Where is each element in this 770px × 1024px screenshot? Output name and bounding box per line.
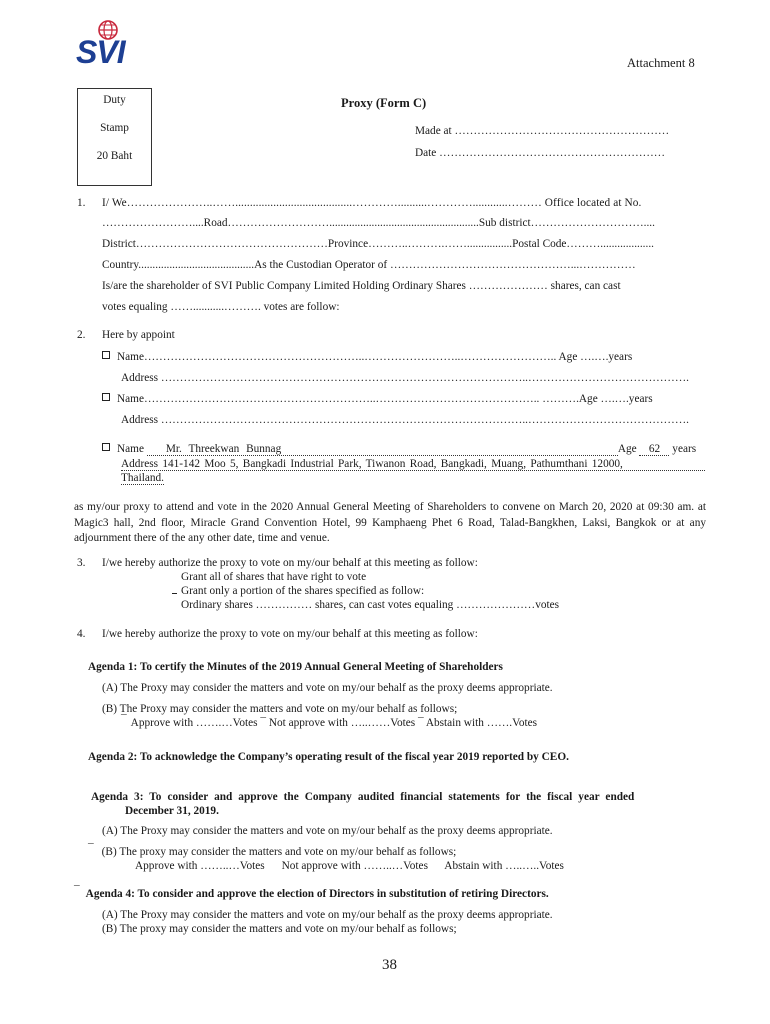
option-grant-portion[interactable] — [172, 585, 424, 597]
checkbox-grant-portion[interactable] — [172, 593, 177, 594]
proxy-2-name[interactable] — [102, 393, 653, 405]
agenda-4-option-b[interactable]: (B) The proxy may consider the matters and vote on my/our behalf as follows; — [102, 923, 457, 935]
agenda-1-option-b[interactable]: (B) The Proxy may consider the matters and vote on my/our behalf as follows; — [102, 703, 458, 715]
shareholder-name-line[interactable]: I/ We…………………..……........................................…………..........…………............……… Office located at No. — [102, 197, 642, 209]
proxy-3-name-label: Name — [117, 443, 144, 455]
country-custodian-line[interactable]: Country.........................................As the Custodian Operator of …………………………………………...…………… — [102, 259, 636, 271]
appoint-heading: Here by appoint — [102, 329, 175, 341]
logo-text: SVI — [76, 34, 125, 70]
agenda-3-votes[interactable]: Approve with ……..…Votes Not approve with ……..…Votes Abstain with …..…..Votes — [135, 860, 564, 872]
company-logo — [76, 20, 140, 68]
section-4-heading: I/we hereby authorize the proxy to vote on my/our behalf at this meeting as follow: — [102, 628, 478, 640]
proxy-3-address[interactable]: Address 141-142 Moo 5, Bangkadi Industrial Park, Tiwanon Road, Bangkadi, Muang, Pathumthani 12000, — [121, 458, 705, 471]
district-province-line[interactable]: District……………………………………………Province………..……….……................Postal Code………................... — [102, 238, 654, 250]
section-2-number: 2. — [77, 329, 86, 341]
proxy-3-age-value: 62 — [639, 443, 669, 456]
proxy-3-name-value: Mr. Threekwan Bunnag — [147, 443, 618, 456]
shares-held-line[interactable]: Is/are the shareholder of SVI Public Company Limited Holding Ordinary Shares ………………… shares, can cast — [102, 280, 621, 292]
agenda-3-title: Agenda 3: To consider and approve the Company audited financial statements for the fiscal year ended — [91, 791, 635, 803]
agenda-3-option-a[interactable]: (A) The Proxy may consider the matters and vote on my/our behalf as the proxy deems appropriate. — [102, 825, 553, 837]
option-grant-all[interactable]: Grant all of shares that have right to vote — [181, 571, 367, 583]
agenda-1-title: Agenda 1: To certify the Minutes of the 2019 Annual General Meeting of Shareholders — [88, 661, 503, 673]
attachment-label: Attachment 8 — [627, 56, 695, 70]
proxy-purpose-paragraph: as my/our proxy to attend and vote in the 2020 Annual General Meeting of Shareholders to convene on March 20, 2020 at 09:30 am. at Magic3 hall, 2nd floor, Miracle Grand Convention Hotel, 99 Kamphaeng Phet 6 Road, Talad-Bangkhen, Laksi, Bangkok or at any adjournment there of the any other date, time and venue. — [74, 501, 706, 544]
form-title: Proxy (Form C) — [341, 96, 427, 110]
agenda-3-option-b[interactable]: ¯ (B) The proxy may consider the matters and vote on my/our behalf as follows; — [88, 843, 457, 858]
ordinary-shares-line[interactable]: Ordinary shares …………… shares, can cast votes equaling …………………votes — [181, 599, 560, 611]
agenda-1-votes-text: Approve with …….…Votes ¯ Not approve with …..……Votes ¯ Abstain with …….Votes — [130, 717, 538, 729]
agenda-4-title: ¯ Agenda 4: To consider and approve the election of Directors in substitution of retiring Directors. — [74, 885, 549, 900]
proxy-3-years-label: years — [672, 443, 697, 455]
proxy-1-address[interactable]: Address ……………………………………………………………………………………..……………………………………. — [121, 372, 689, 384]
option-grant-portion-text: Grant only a portion of the shares specified as follow: — [181, 585, 425, 597]
section-1-number: 1. — [77, 197, 86, 209]
checkbox-proxy-2[interactable] — [102, 393, 110, 401]
proxy-1-name[interactable] — [102, 351, 632, 363]
proxy-2-name-text: Name……………………………………………………..…………………………………….. ……….Age ….….years — [117, 393, 653, 405]
stamp-duty-label: Duty — [103, 94, 126, 106]
votes-line[interactable]: votes equaling ……...........………. votes are follow: — [102, 301, 340, 313]
made-at-field[interactable]: Made at ………………………………………………… — [415, 125, 670, 137]
proxy-1-name-text: Name…………………………………………………..……………………..…………………….. Age ….….years — [117, 351, 633, 363]
agenda-1-option-a[interactable]: (A) The Proxy may consider the matters and vote on my/our behalf as the proxy deems appropriate. — [102, 682, 553, 694]
date-field[interactable]: Date …………………………………………………… — [415, 147, 666, 159]
section-3-number: 3. — [77, 557, 86, 569]
proxy-3-age-label: Age — [617, 443, 637, 455]
agenda-4-title-text: Agenda 4: To consider and approve the election of Directors in substitution of retiring Directors. — [85, 888, 549, 900]
checkbox-proxy-3[interactable] — [102, 443, 110, 451]
section-4-number: 4. — [77, 628, 86, 640]
stamp-stamp-label: Stamp — [100, 122, 129, 134]
stamp-amount-label: 20 Baht — [96, 150, 133, 162]
agenda-3-title-line2: December 31, 2019. — [125, 805, 219, 817]
proxy-3-address-line2[interactable]: Thailand. — [121, 472, 164, 484]
page-number: 38 — [382, 957, 397, 973]
duty-stamp-box — [77, 88, 152, 186]
agenda-2-title: Agenda 2: To acknowledge the Company’s operating result of the fiscal year 2019 reported by CEO. — [88, 751, 569, 763]
section-3-heading: I/we hereby authorize the proxy to vote on my/our behalf at this meeting as follow: — [102, 557, 478, 569]
proxy-3-name-row[interactable] — [102, 443, 696, 456]
address-road-line[interactable]: ……………………....Road……………………….....................................................Sub district………………………….... — [102, 217, 655, 229]
agenda-3-option-b-text: (B) The proxy may consider the matters and vote on my/our behalf as follows; — [101, 846, 457, 858]
agenda-1-votes[interactable]: ¯ Approve with …….…Votes ¯ Not approve with …..……Votes ¯ Abstain with …….Votes — [121, 714, 538, 729]
proxy-2-address[interactable]: Address ……………………………………………………………………………………..……………………………………. — [121, 414, 689, 426]
checkbox-proxy-1[interactable] — [102, 351, 110, 359]
agenda-4-option-a[interactable]: (A) The Proxy may consider the matters and vote on my/our behalf as the proxy deems appropriate. — [102, 909, 553, 921]
